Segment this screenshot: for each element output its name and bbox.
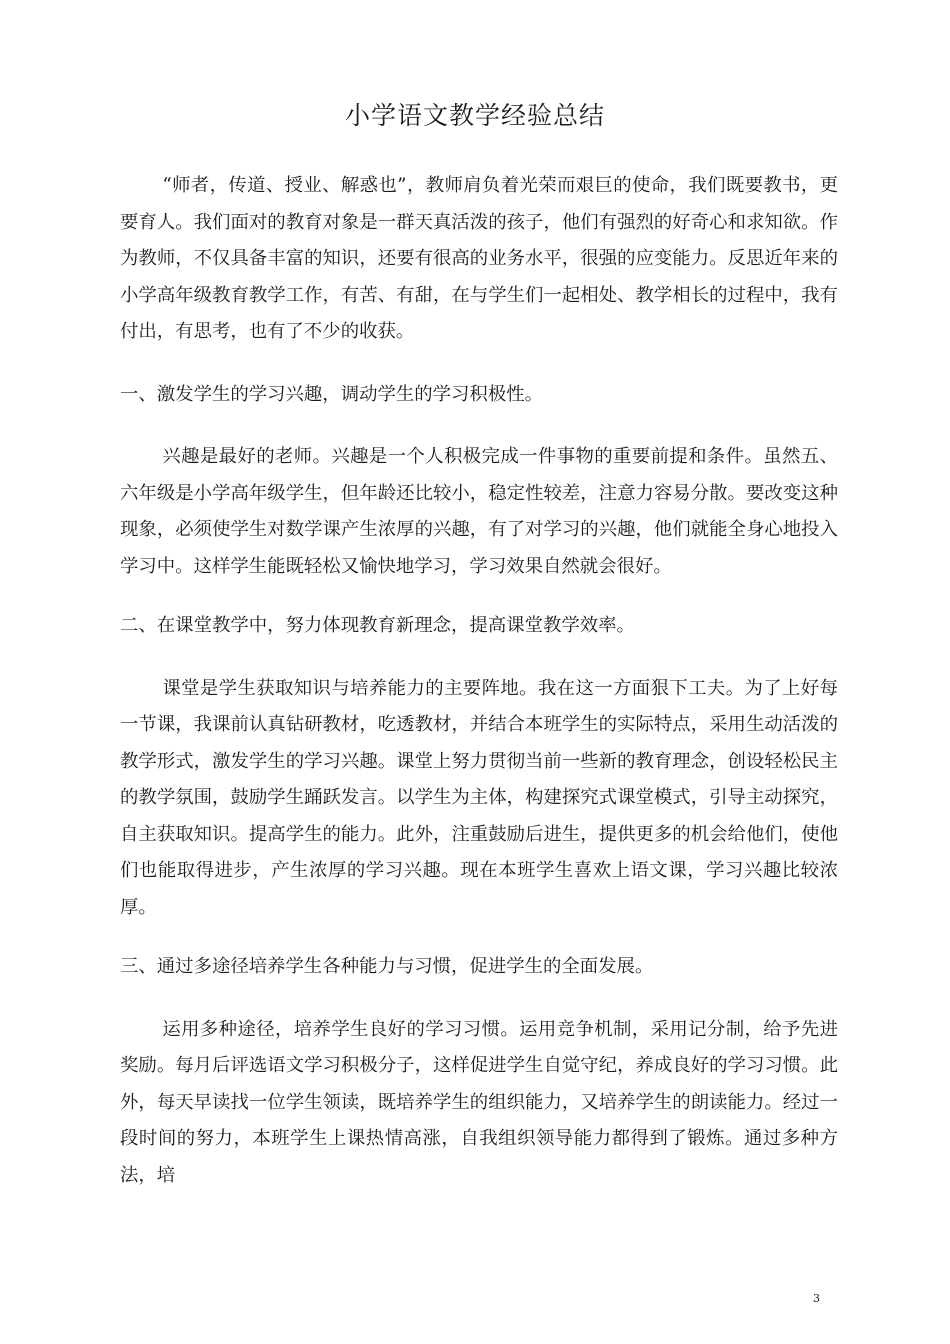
section-paragraph-3: 运用多种途径，培养学生良好的学习习惯。运用竞争机制，采用记分制，给予先进奖励。每月后评选语文学习积极分子，这样促进学生自觉守纪，养成良好的学习习惯。此外，每天早读找一位学生领读，既培养学生的组织能力，又培养学生的朗读能力。经过一段时间的努力，本班学生上课热情高涨，自我组织领导能力都得到了锻炼。通过多种方法，培 [120,1018,838,1186]
section-paragraph-2: 课堂是学生获取知识与培养能力的主要阵地。我在这一方面狠下工夫。为了上好每一节课，我课前认真钻研教材，吃透教材，并结合本班学生的实际特点，采用生动活泼的教学形式，激发学生的学习兴趣。课堂上努力贯彻当前一些新的教育理念，创设轻松民主的教学氛围，鼓励学生踊跃发言。以学生为主体，构建探究式课堂模式，引导主动探究，自主获取知识。提高学生的能力。此外，注重鼓励后进生，提供更多的机会给他们，使他们也能取得进步，产生浓厚的学习兴趣。现在本班学生喜欢上语文课，学习兴趣比较浓厚。 [120,677,838,918]
intro-paragraph: “师者，传道、授业、解惑也”，教师肩负着光荣而艰巨的使命，我们既要教书，更要育人。我们面对的教育对象是一群天真活泼的孩子，他们有强烈的好奇心和求知欲。作为教师，不仅具备丰富的知识，还要有很高的业务水平，很强的应变能力。反思近年来的小学高年级教育教学工作，有苦、有甜，在与学生们一起相处、教学相长的过程中，我有付出，有思考，也有了不少的收获。 [120,175,838,342]
section-heading-2: 二、在课堂教学中，努力体现教育新理念，提高课堂教学效率。 [120,615,635,636]
page-title: 小学语文教学经验总结 [344,101,605,130]
section-paragraph-1: 兴趣是最好的老师。兴趣是一个人积极完成一件事物的重要前提和条件。虽然五、六年级是小学高年级学生，但年龄还比较小，稳定性较差，注意力容易分散。要改变这种现象，必须使学生对数学课产生浓厚的兴趣，有了对学习的兴趣，他们就能全身心地投入学习中。这样学生能既轻松又愉快地学习，学习效果自然就会很好。 [120,446,838,577]
section-heading-1: 一、激发学生的学习兴趣，调动学生的学习积极性。 [120,383,543,405]
page-number: 3 [813,1292,820,1305]
document-body [120,168,838,1194]
section-heading-3: 三、通过多途径培养学生各种能力与习惯，促进学生的全面发展。 [120,956,654,977]
